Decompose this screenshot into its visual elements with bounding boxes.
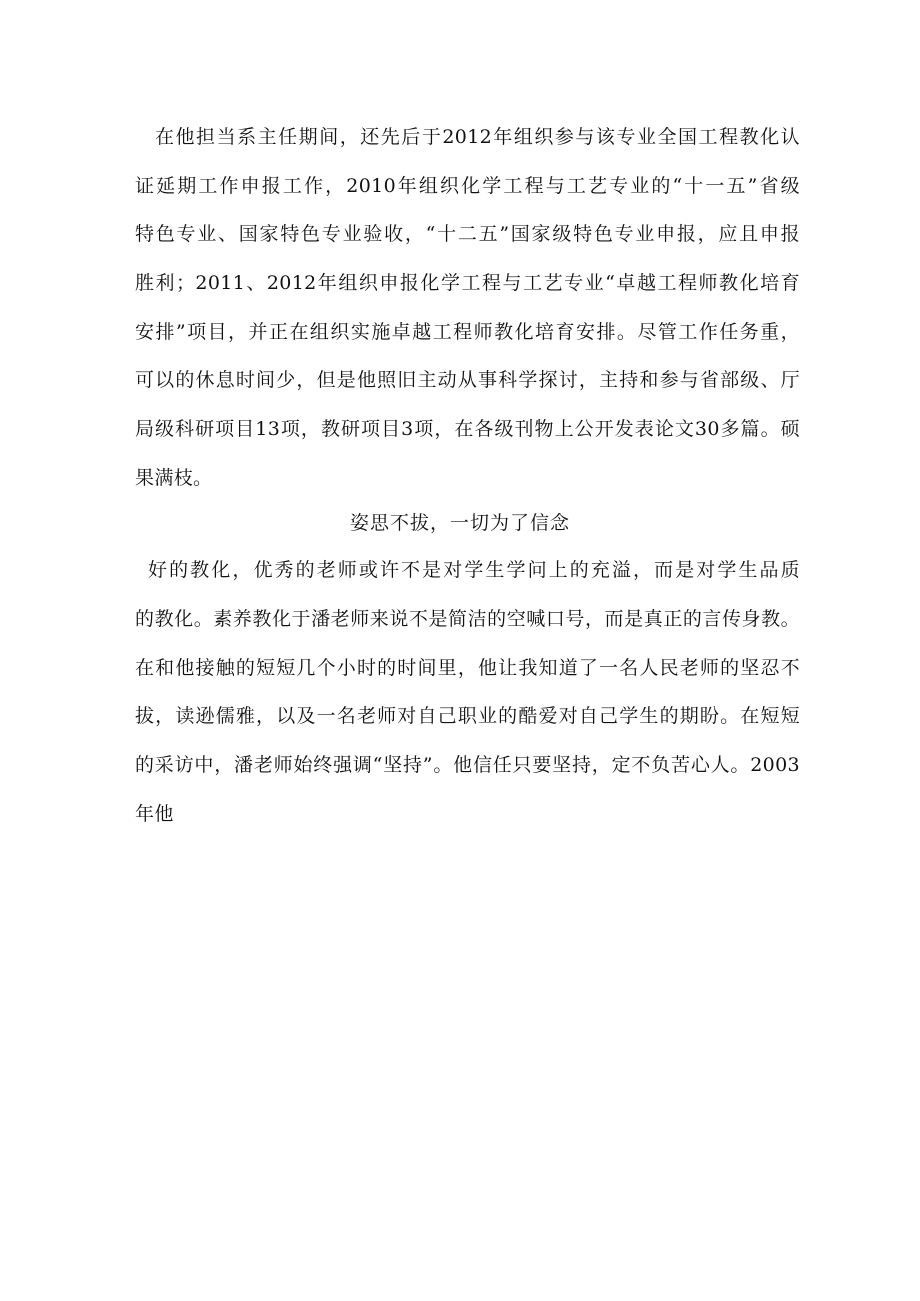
paragraph-line: 胜利；2011、2012年组织申报化学工程与工艺专业“卓越工程师教化培育 (135, 272, 800, 295)
paragraph-line: 证延期工作申报工作，2010年组织化学工程与工艺专业的“十一五”省级 (135, 174, 800, 197)
paragraph-line: 局级科研项目13项，教研项目3项，在各级刊物上公开发表论文30多篇。硕 (135, 418, 800, 441)
paragraph-line: 的教化。素养教化于潘老师来说不是简洁的空喊口号，而是真正的言传身教。 (135, 607, 800, 630)
section-heading: 姿思不拔，一切为了信念 (349, 512, 570, 534)
paragraph-line: 可以的休息时间少，但是他照旧主动从事科学探讨，主持和参与省部级、厅 (135, 369, 800, 392)
paragraph-line: 果满枝。 (135, 466, 213, 489)
paragraph-line: 特色专业、国家特色专业验收，“十二五”国家级特色专业申报，应且申报 (135, 223, 800, 246)
paragraph-1 (135, 113, 800, 503)
paragraph-line: 在他担当系主任期间，还先后于2012年组织参与该专业全国工程教化认 (155, 126, 800, 148)
paragraph-2 (135, 546, 800, 839)
paragraph-line: 好的教化，优秀的老师或许不是对学生学问上的充溢，而是对学生品质 (148, 559, 800, 581)
paragraph-line: 在和他接触的短短几个小时的时间里，他让我知道了一名人民老师的坚忍不 (135, 656, 800, 679)
paragraph-line: 年他 (135, 802, 174, 825)
paragraph-line: 的采访中，潘老师始终强调“坚持”。他信任只要坚持，定不负苦心人。2003 (135, 754, 800, 777)
paragraph-line: 安排”项目，并正在组织实施卓越工程师教化培育安排。尽管工作任务重， (135, 320, 800, 343)
paragraph-line: 拔，读逊儒雅，以及一名老师对自己职业的酷爱对自己学生的期盼。在短短 (135, 705, 800, 728)
